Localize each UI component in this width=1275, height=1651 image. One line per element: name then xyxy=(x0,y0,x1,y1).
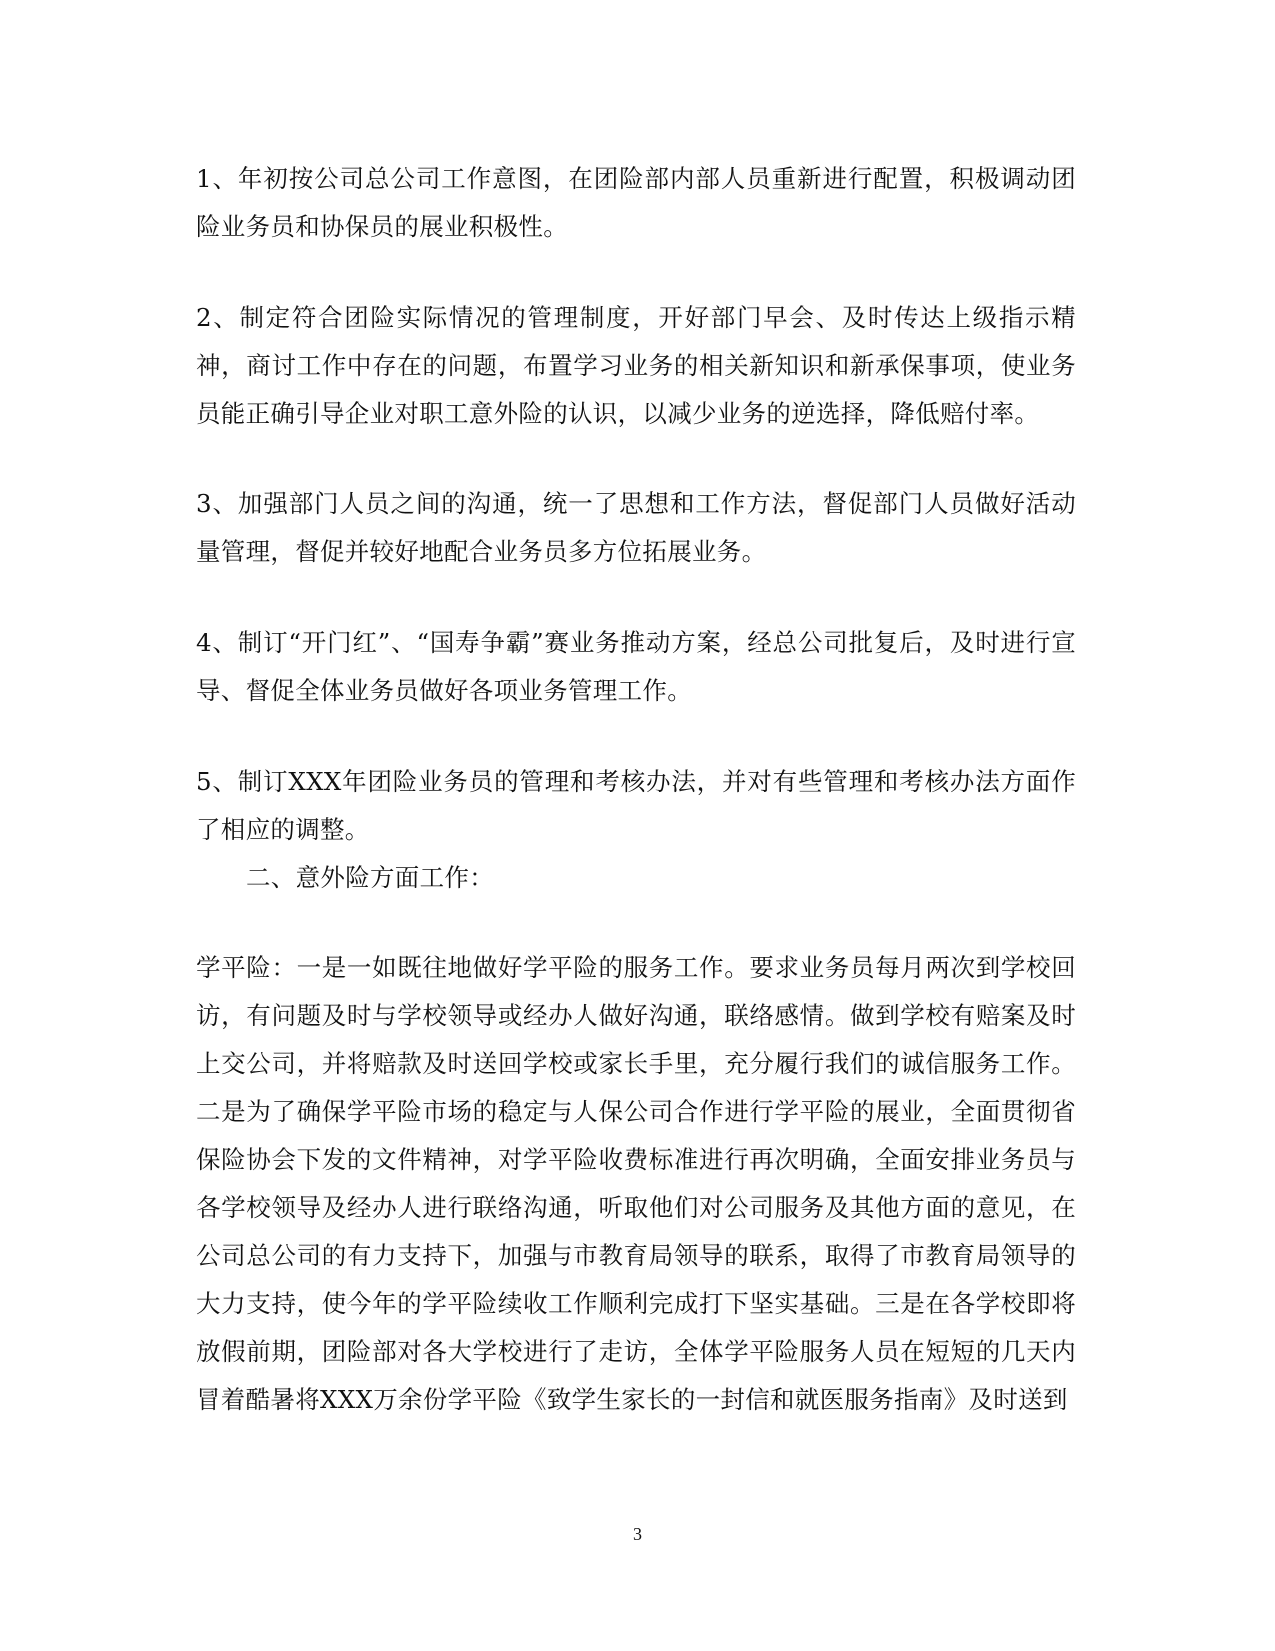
paragraph-2: 2、制定符合团险实际情况的管理制度，开好部门早会、及时传达上级指示精神，商讨工作中存在的问题，布置学习业务的相关新知识和新承保事项，使业务员能正确引导企业对职工意外险的认识，以减少业务的逆选择，降低赔付率。 xyxy=(196,303,1076,428)
page-number: 3 xyxy=(633,1524,642,1544)
paragraph-5: 5、制订XXX年团险业务员的管理和考核办法，并对有些管理和考核办法方面作了相应的调整。 xyxy=(196,767,1076,844)
paragraph-3: 3、加强部门人员之间的沟通，统一了思想和工作方法，督促部门人员做好活动量管理，督促并较好地配合业务员多方位拓展业务。 xyxy=(196,489,1076,566)
paragraph-student-insurance: 学平险：一是一如既往地做好学平险的服务工作。要求业务员每月两次到学校回访，有问题及时与学校领导或经办人做好沟通，联络感情。做到学校有赔案及时上交公司，并将赔款及时送回学校或家长手里，充分履行我们的诚信服务工作。二是为了确保学平险市场的稳定与人保公司合作进行学平险的展业，全面贯彻省保险协会下发的文件精神，对学平险收费标准进行再次明确，全面安排业务员与各学校领导及经办人进行联络沟通，听取他们对公司服务及其他方面的意见，在公司总公司的有力支持下，加强与市教育局领导的联系，取得了市教育局领导的大力支持，使今年的学平险续收工作顺利完成打下坚实基础。三是在各学校即将放假前期，团险部对各大学校进行了走访，全体学平险服务人员在短短的几天内冒着酷暑将XXX万余份学平险《致学生家长的一封信和就医服务指南》及时送到 xyxy=(196,953,1076,1414)
section-heading: 二、意外险方面工作： xyxy=(246,863,494,892)
paragraph-1: 1、年初按公司总公司工作意图，在团险部内部人员重新进行配置，积极调动团险业务员和协保员的展业积极性。 xyxy=(196,164,1076,241)
paragraph-4: 4、制订“开门红”、“国寿争霸”赛业务推动方案，经总公司批复后，及时进行宣导、督促全体业务员做好各项业务管理工作。 xyxy=(196,628,1076,705)
